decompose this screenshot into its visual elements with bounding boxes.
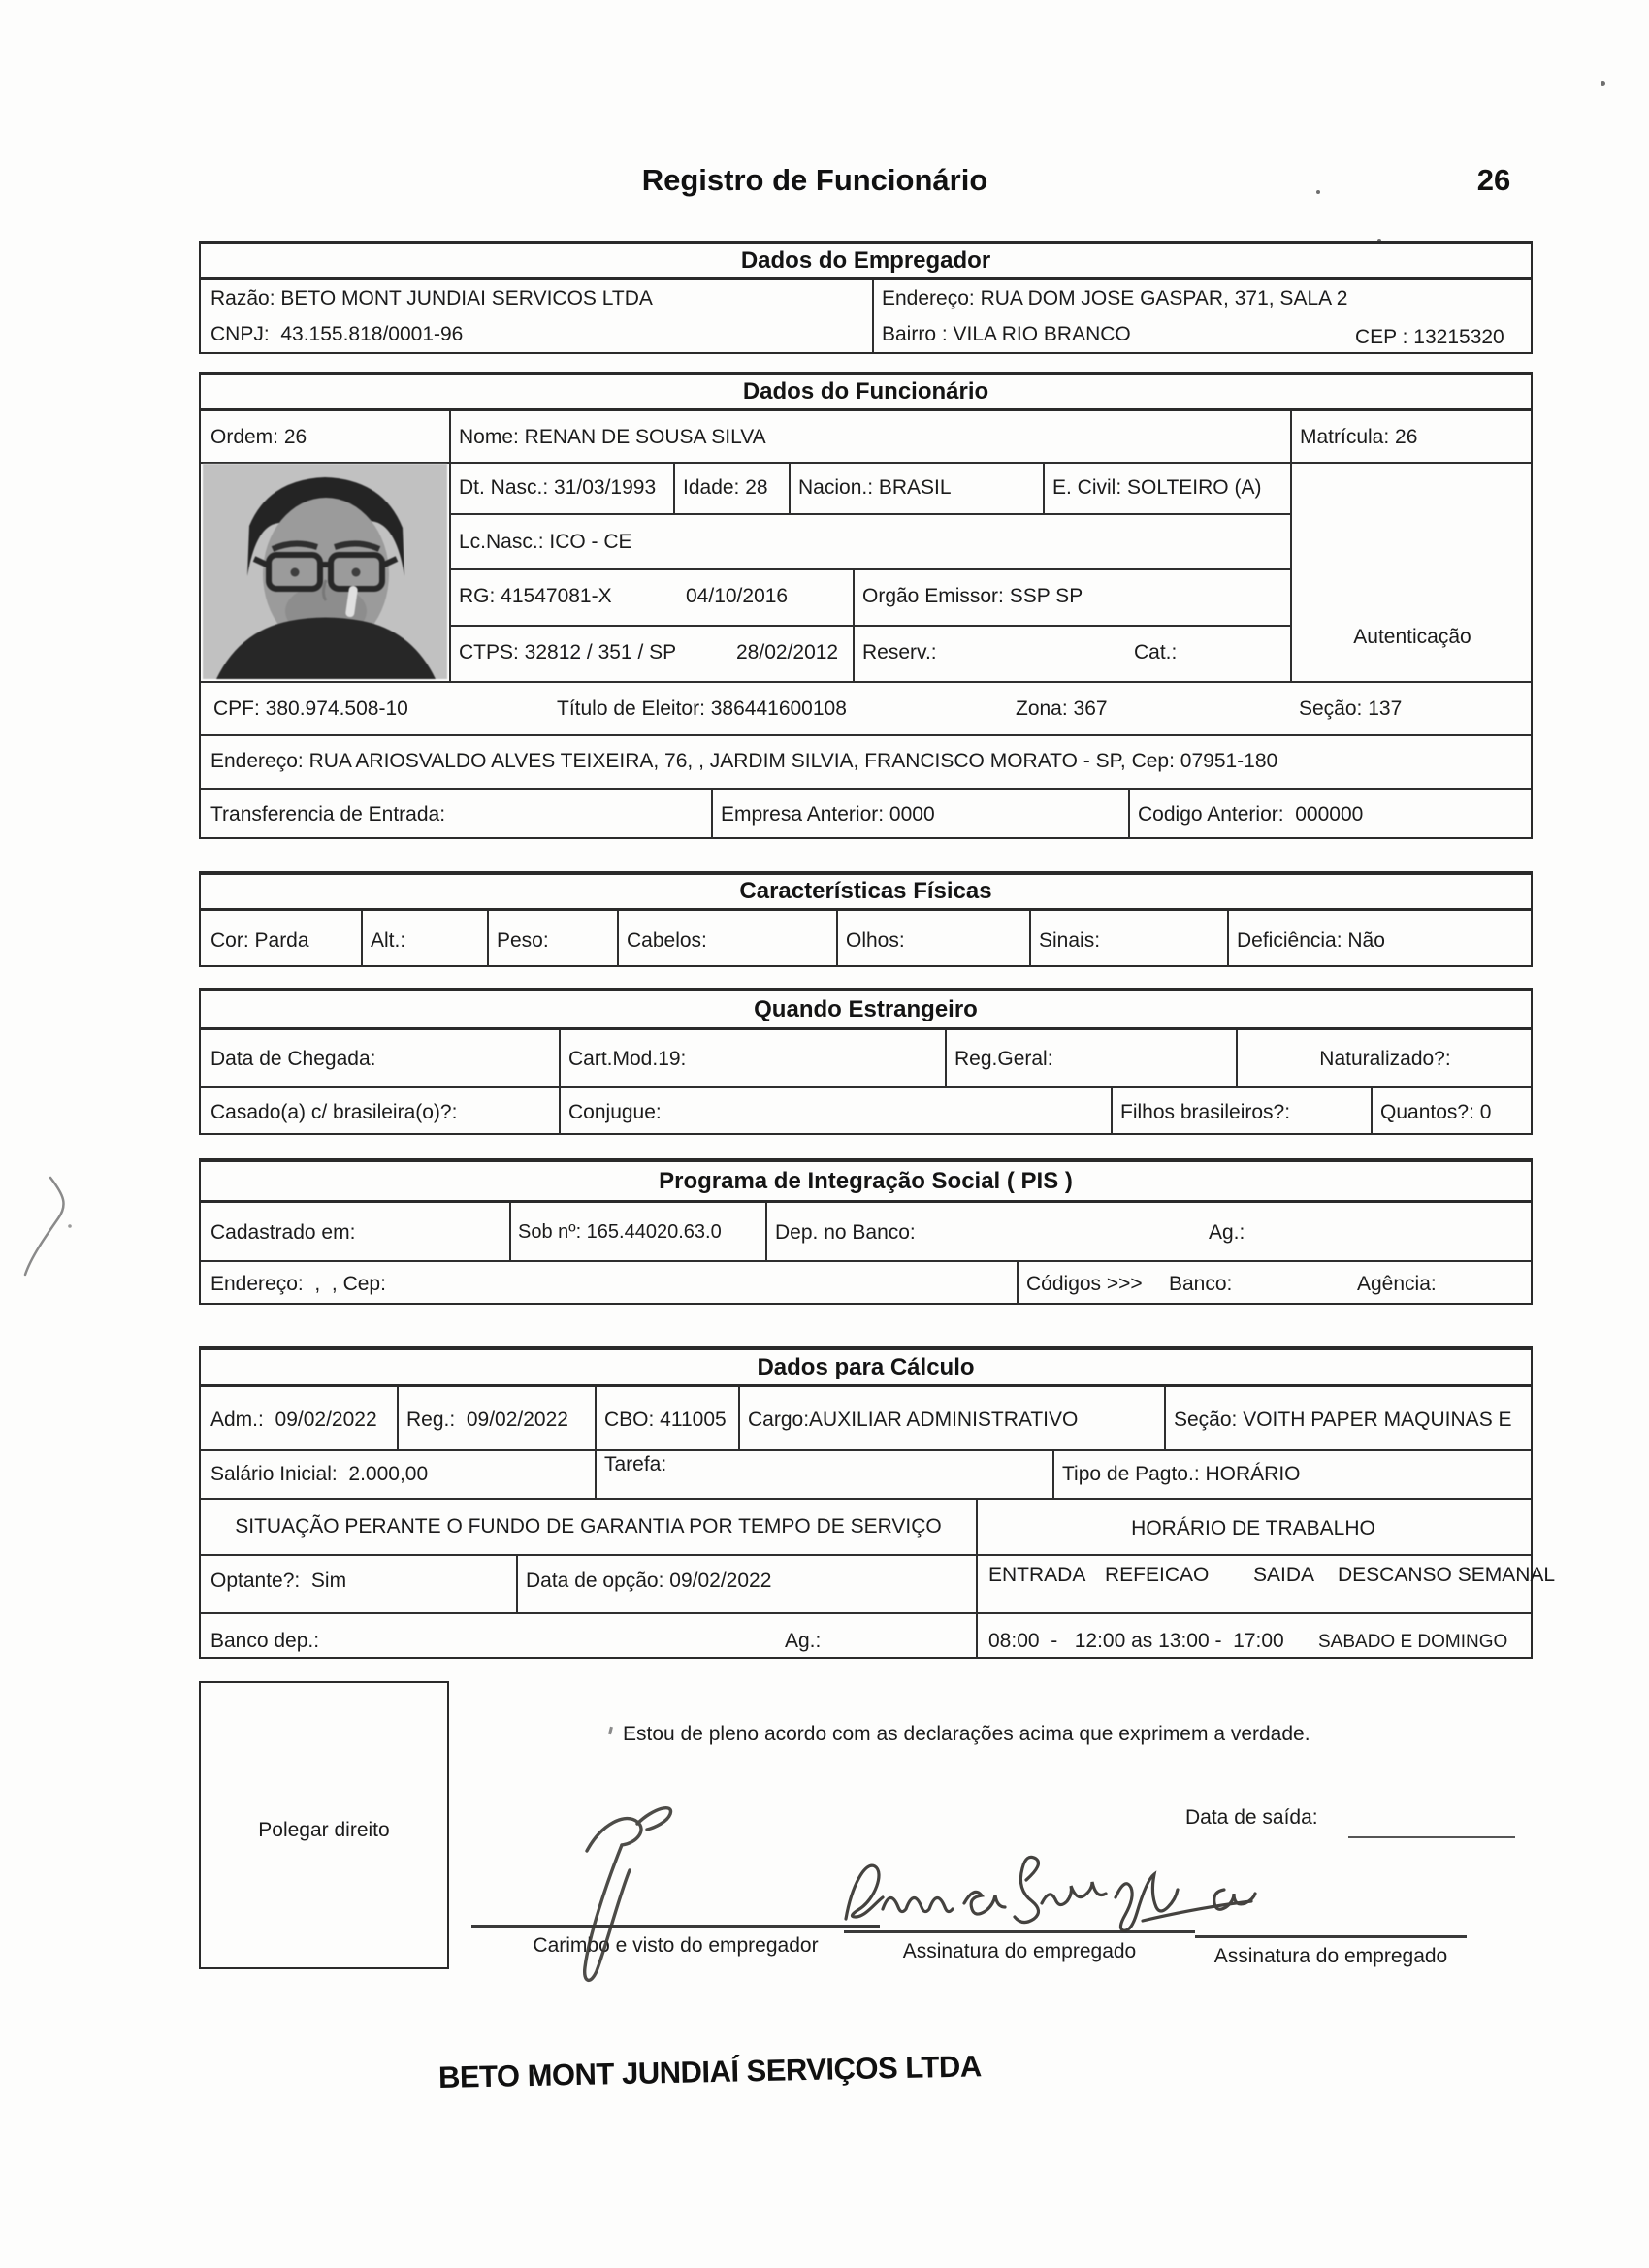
divider <box>673 462 675 513</box>
field-codigo-anterior: Codigo Anterior: 000000 <box>1138 803 1364 826</box>
field-idade: Idade: 28 <box>683 476 768 499</box>
section-calculo <box>199 1346 1556 1659</box>
section-pis <box>199 1158 1533 1305</box>
field-tipo-pagto: Tipo de Pagto.: HORÁRIO <box>1062 1463 1301 1485</box>
field-descanso-valor: SABADO E DOMINGO <box>1318 1632 1508 1652</box>
field-cat: Cat.: <box>1134 641 1178 664</box>
field-secao-trabalho: Seção: VOITH PAPER MAQUINAS E <box>1174 1409 1512 1431</box>
field-cnpj: CNPJ: 43.155.818/0001-96 <box>210 323 464 345</box>
field-ag-pis: Ag.: <box>1209 1221 1245 1244</box>
section-caracteristicas-header: Características Físicas <box>201 875 1531 911</box>
label-polegar-direito: Polegar direito <box>258 1819 390 1841</box>
divider <box>836 911 838 967</box>
divider <box>201 1498 1531 1500</box>
field-cart-mod: Cart.Mod.19: <box>568 1048 687 1070</box>
field-cabelos: Cabelos: <box>627 929 707 952</box>
divider <box>1111 1086 1113 1135</box>
label-fgts: SITUAÇÃO PERANTE O FUNDO DE GARANTIA POR TEMPO DE SERVIÇO <box>235 1515 942 1538</box>
divider <box>201 1449 1531 1451</box>
label-carimbo: Carimbo e visto do empregador <box>533 1934 819 1957</box>
divider <box>201 1086 1531 1088</box>
field-secao-eleitor: Seção: 137 <box>1299 697 1403 720</box>
divider <box>872 280 874 352</box>
field-alt: Alt.: <box>371 929 406 952</box>
field-cor: Cor: Parda <box>210 929 309 952</box>
section-estrangeiro-header: Quando Estrangeiro <box>201 991 1531 1030</box>
label-horario: HORÁRIO DE TRABALHO <box>1131 1517 1375 1539</box>
company-stamp: BETO MONT JUNDIAÍ SERVIÇOS LTDA <box>437 2049 983 2094</box>
field-bairro: Bairro : VILA RIO BRANCO <box>882 323 1131 345</box>
field-matricula: Matrícula: 26 <box>1300 426 1418 448</box>
page-title: Registro de Funcionário <box>641 163 988 197</box>
employee-signature <box>832 1843 1269 1945</box>
divider <box>1043 462 1045 513</box>
scan-noise-dot <box>1600 81 1605 86</box>
section-funcionario-header: Dados do Funcionário <box>201 375 1531 411</box>
divider <box>361 911 363 967</box>
col-entrada: ENTRADA <box>988 1564 1086 1586</box>
label-data-saida: Data de saída: <box>1185 1806 1318 1829</box>
declaration-text: Estou de pleno acordo com as declarações acima que exprimem a verdade. <box>623 1723 1310 1745</box>
field-deficiencia: Deficiência: Não <box>1237 929 1385 952</box>
section-empregador-header: Dados do Empregador <box>201 244 1531 280</box>
divider <box>945 1030 947 1086</box>
section-calculo-header: Dados para Cálculo <box>201 1350 1531 1387</box>
label-assinatura-2: Assinatura do empregado <box>1213 1945 1448 1967</box>
page-number: 26 <box>1476 163 1511 197</box>
divider <box>449 625 1290 627</box>
divider <box>201 734 1531 736</box>
field-horario-valor: 08:00 - 12:00 as 13:00 - 17:00 <box>988 1630 1284 1652</box>
divider <box>201 1554 1531 1556</box>
field-filhos: Filhos brasileiros?: <box>1120 1101 1291 1123</box>
divider <box>617 911 619 967</box>
field-cpf: CPF: 380.974.508-10 <box>213 697 408 720</box>
field-ctps: CTPS: 32812 / 351 / SP <box>459 641 677 664</box>
field-nacion: Nacion.: BRASIL <box>798 476 952 499</box>
field-olhos: Olhos: <box>846 929 905 952</box>
thumbprint-box <box>199 1681 449 1969</box>
field-cadastrado: Cadastrado em: <box>210 1221 356 1244</box>
divider <box>487 911 489 967</box>
divider <box>201 1260 1531 1262</box>
divider <box>1017 1260 1018 1305</box>
field-codigos: Códigos >>> <box>1026 1273 1143 1295</box>
field-endereco-pis: Endereço: , , Cep: <box>210 1273 386 1295</box>
divider <box>1227 911 1229 967</box>
divider <box>449 568 1290 570</box>
divider <box>738 1387 740 1449</box>
field-reserv: Reserv.: <box>862 641 937 664</box>
field-razao: Razão: BETO MONT JUNDIAI SERVICOS LTDA <box>210 287 653 309</box>
field-data-chegada: Data de Chegada: <box>210 1048 376 1070</box>
section-caracteristicas <box>199 871 1533 967</box>
field-endereco-empregador: Endereço: RUA DOM JOSE GASPAR, 371, SALA 2 <box>882 287 1348 309</box>
field-salario: Salário Inicial: 2.000,00 <box>210 1463 429 1485</box>
divider <box>449 513 1290 515</box>
field-adm: Adm.: 09/02/2022 <box>210 1409 377 1431</box>
field-peso: Peso: <box>497 929 549 952</box>
field-reg: Reg.: 09/02/2022 <box>406 1409 568 1431</box>
field-quantos: Quantos?: 0 <box>1380 1101 1492 1123</box>
employee-photo <box>203 464 447 679</box>
label-assinatura-1: Assinatura do empregado <box>902 1940 1137 1962</box>
field-cep: CEP : 13215320 <box>1355 326 1504 348</box>
field-data-opcao: Data de opção: 09/02/2022 <box>526 1570 772 1592</box>
divider <box>201 1612 1531 1614</box>
field-reg-geral: Reg.Geral: <box>954 1048 1053 1070</box>
field-empresa-anterior: Empresa Anterior: 0000 <box>721 803 935 826</box>
field-banco: Banco: <box>1169 1273 1233 1295</box>
field-naturalizado: Naturalizado?: <box>1319 1048 1451 1070</box>
divider <box>1164 1387 1166 1449</box>
divider <box>1029 911 1031 967</box>
field-ctps-data: 28/02/2012 <box>736 641 839 664</box>
divider <box>1128 788 1130 839</box>
field-agencia: Agência: <box>1357 1273 1437 1295</box>
field-transferencia: Transferencia de Entrada: <box>210 803 446 826</box>
divider <box>516 1554 518 1612</box>
divider <box>853 625 855 681</box>
field-rg-data: 04/10/2016 <box>686 585 789 607</box>
field-tarefa: Tarefa: <box>604 1453 667 1475</box>
field-orgao-emissor: Orgão Emissor: SSP SP <box>862 585 1083 607</box>
field-titulo-eleitor: Título de Eleitor: 386441600108 <box>557 697 847 720</box>
field-casado: Casado(a) c/ brasileira(o)?: <box>210 1101 458 1123</box>
divider <box>595 1387 597 1498</box>
field-conjugue: Conjugue: <box>568 1101 662 1123</box>
col-saida: SAIDA <box>1253 1564 1315 1586</box>
divider <box>509 1203 511 1260</box>
field-sinais: Sinais: <box>1039 929 1101 952</box>
field-nome: Nome: RENAN DE SOUSA SILVA <box>459 426 766 448</box>
field-dep-banco: Dep. no Banco: <box>775 1221 916 1244</box>
scan-noise-dot <box>1316 190 1320 194</box>
section-pis-header: Programa de Integração Social ( PIS ) <box>201 1162 1531 1203</box>
divider <box>397 1387 399 1449</box>
scan-noise-tick <box>608 1727 613 1734</box>
divider <box>711 788 713 839</box>
divider <box>1371 1086 1373 1135</box>
section-funcionario <box>199 372 1533 839</box>
field-e-civil: E. Civil: SOLTEIRO (A) <box>1052 476 1262 499</box>
field-cbo: CBO: 411005 <box>604 1409 727 1431</box>
employer-visa-signature <box>529 1800 703 1994</box>
divider <box>765 1203 767 1260</box>
divider <box>1052 1449 1054 1498</box>
field-dt-nasc: Dt. Nasc.: 31/03/1993 <box>459 476 657 499</box>
divider <box>789 462 791 513</box>
divider <box>201 788 1531 790</box>
field-zona: Zona: 367 <box>1016 697 1108 720</box>
divider <box>449 411 451 681</box>
divider <box>201 681 1531 683</box>
col-descanso: DESCANSO SEMANAL <box>1338 1564 1556 1586</box>
field-optante: Optante?: Sim <box>210 1570 347 1592</box>
divider <box>853 568 855 625</box>
field-banco-dep: Banco dep.: <box>210 1630 320 1652</box>
section-empregador <box>199 241 1533 354</box>
field-cargo: Cargo:AUXILIAR ADMINISTRATIVO <box>748 1409 1079 1431</box>
field-ag-dep: Ag.: <box>785 1630 822 1652</box>
field-endereco-funcionario: Endereço: RUA ARIOSVALDO ALVES TEIXEIRA, 76, , JARDIM SILVIA, FRANCISCO MORATO - SP, Cep: 07951-180 <box>210 750 1278 772</box>
section-estrangeiro <box>199 988 1533 1135</box>
field-autenticacao: Autenticação <box>1353 626 1471 648</box>
field-lc-nasc: Lc.Nasc.: ICO - CE <box>459 531 632 553</box>
field-sob-no: Sob nº: 165.44020.63.0 <box>518 1221 722 1243</box>
col-refeicao: REFEICAO <box>1105 1564 1210 1586</box>
field-ordem: Ordem: 26 <box>210 426 307 448</box>
divider <box>559 1030 561 1135</box>
field-rg: RG: 41547081-X <box>459 585 612 607</box>
data-saida-line <box>1348 1836 1515 1838</box>
margin-pen-mark <box>8 1162 81 1288</box>
